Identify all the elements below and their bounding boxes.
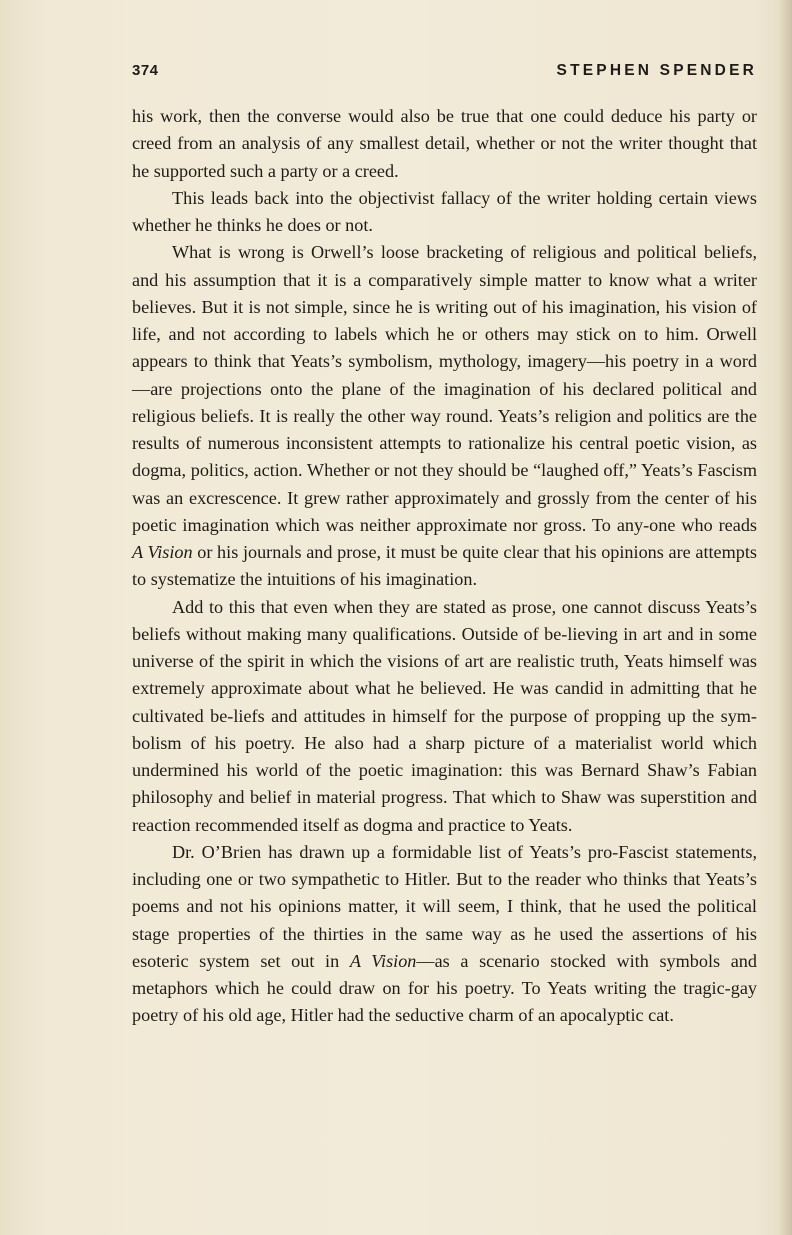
paragraph xyxy=(132,839,757,1030)
text-run: his work, then the converse would also be true that one could deduce his party or creed from an analysis of any smallest detail, whether or not the writer thought that he supported such a party or a creed. xyxy=(132,106,757,181)
page-number: 374 xyxy=(132,62,159,79)
text-run: What is wrong is Orwell’s loose bracketing of religious and political beliefs, and his assumption that it is a comparatively simple matter to know what a writer believes. But it is not simple, since he is writing out of his imagination, his vision of life, and not according to labels which he or others may stick on to him. Orwell appears to think that Yeats’s symbolism, mythology, imagery—his poetry in a word—are projections onto the plane of the imagination of his declared political and religious beliefs. It is really the other way round. Yeats’s religion and politics are the results of numerous inconsistent attempts to rationalize his central poetic vision, as dogma, politics, action. Whether or not they should be “laughed off,” Yeats’s Fascism was an excrescence. It grew rather approximately and grossly from the center of his poetic imagination which was neither approximate nor gross. To any-one who reads xyxy=(132,242,757,535)
text-run: Add to this that even when they are stated as prose, one cannot discuss Yeats’s beliefs without making many qualifications. Outside of be-lieving in art and in some universe of the spirit in which the visions of art are realistic truth, Yeats himself was extremely approximate about what he believed. He was candid in admitting that he cultivated be-liefs and attitudes in himself for the purpose of propping up the sym-bolism of his poetry. He also had a sharp picture of a materialist world which undermined his world of the poetic imagination: this was Bernard Shaw’s Fabian philosophy and belief in material progress. That which to Shaw was superstition and reaction recommended itself as dogma and practice to Yeats. xyxy=(132,596,757,835)
text-run: This leads back into the objectivist fallacy of the writer holding certain views whether he thinks he does or not. xyxy=(132,187,757,235)
body-text xyxy=(132,103,757,1030)
text-run: Dr. O’Brien has drawn up a formidable list of Yeats’s pro-Fascist statements, including one or two sympathetic to Hitler. But to the reader who thinks that Yeats’s poems and not his opinions matter, it will seem, I think, that he used the political stage properties of the thirties in the same way as he used the assertions of his esoteric system set out in xyxy=(132,841,757,971)
paragraph xyxy=(132,239,757,593)
book-title-italic: A Vision xyxy=(132,542,193,562)
text-run: or his journals and prose, it must be quite clear that his opinions are attempts to systematize the intuitions of his imagination. xyxy=(132,542,757,590)
paragraph xyxy=(132,103,757,185)
page-header xyxy=(132,62,757,86)
page-edge-shadow xyxy=(778,0,792,1235)
paragraph xyxy=(132,185,757,240)
text-run: —as a scenario stocked with symbols and metaphors which he could draw on for his poetry. To Yeats writing the tragic-gay poetry of his old age, Hitler had the seductive charm of an apocalyptic cat. xyxy=(132,950,757,1026)
book-title-italic: A Vision xyxy=(349,950,417,971)
running-head: STEPHEN SPENDER xyxy=(556,62,757,79)
paragraph xyxy=(132,594,757,839)
